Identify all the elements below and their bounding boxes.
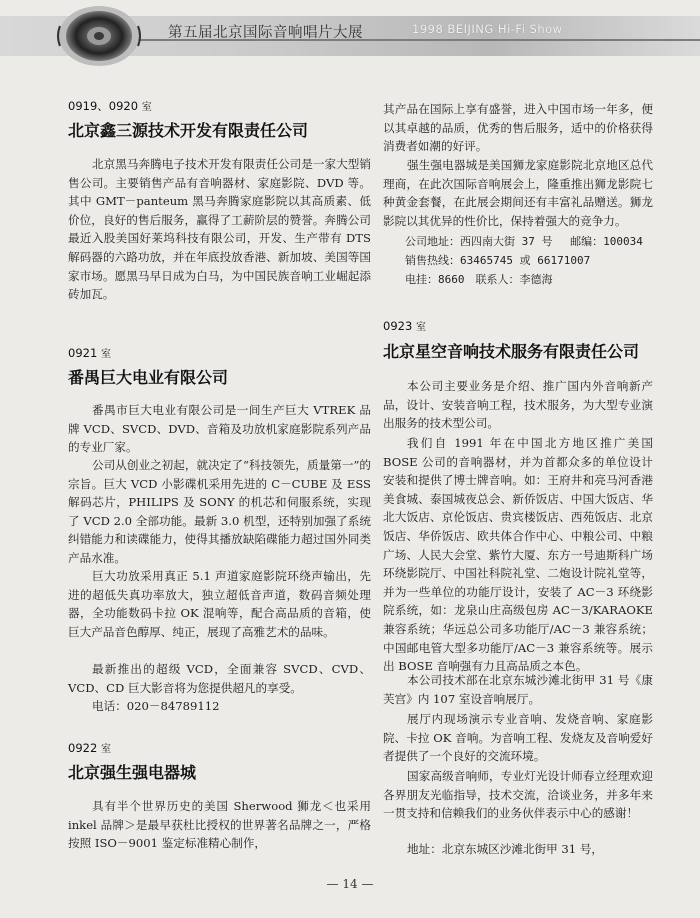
paragraph: 巨大功放采用真正 5.1 声道家庭影院环绕声输出，先进的超低失真功率放大，独立超低音声道，数码音频处理器，全功能数码卡拉 OK 混响等，配合高品质的音箱，使巨大产品音色醇厚、纯正，展现了高雅艺术的品味。	[68, 569, 371, 639]
paragraph: 强生强电器城是美国狮龙家庭影院北京地区总代理商，在此次国际音响展会上，隆重推出狮龙影院七种黄金套餐，在此展会期间还有丰富礼品赠送。狮龙影院以其优异的性价比，保持着强大的竞争力。	[383, 158, 653, 228]
phone-line: 电话：020－84789112	[92, 699, 220, 713]
address-line: 地址：北京东城区沙滩北街甲 31 号，	[407, 842, 604, 856]
hotline-line: 销售热线：63465745 或 66171007	[405, 254, 591, 267]
contact-line: 电挂：8660 联系人：李德海	[405, 273, 553, 286]
room-number	[68, 98, 152, 114]
paragraph: 本公司主要业务是介绍、推广国内外音响新产品，设计、安装音响工程，技术服务，为大型专业演出服务的技术型公司。	[383, 379, 653, 431]
header-title: 第五届北京国际音响唱片大展	[168, 25, 363, 41]
room-suffix: 室	[141, 102, 152, 113]
room-number	[68, 345, 111, 360]
paragraph: 展厅内现场演示专业音响、发烧音响、家庭影院、卡拉 OK 音响。为音响工程、发烧友及音响爱好者提供了一个良好的交流环境。	[383, 712, 653, 764]
room-number	[383, 318, 426, 333]
paragraph: 番禺市巨大电业有限公司是一间生产巨大 VTREK 品牌 VCD、SVCD、DVD、音箱及功放机家庭影院系列产品的专业厂家。	[68, 403, 371, 455]
room-number-text: 0922	[68, 741, 98, 755]
company-name: 北京星空音响技术服务有限责任公司	[383, 342, 640, 361]
room-suffix: 室	[100, 349, 111, 360]
address-line: 公司地址：西四南大街 37 号 邮编：100034	[405, 235, 643, 248]
page-number: — 14 —	[326, 877, 374, 891]
room-suffix: 室	[415, 322, 426, 333]
paragraph: 国家高级音响师，专业灯光设计师春立经理欢迎各界朋友光临指导，技术交流，洽谈业务，并多年来一贯支持和信赖我们的业务伙伴表示中心的感谢！	[383, 769, 653, 821]
paragraph: 北京黑马奔腾电子技术开发有限责任公司是一家大型销售公司。主要销售产品有音响器材、家庭影院、DVD 等。其中 GMT－panteum 黑马奔腾家庭影院以其高质素、低价位，良好的售后服务，赢得了工薪阶层的赞誉。奔腾公司最近入股美国好莱坞科技有限公司，开发、生产带有 DTS 解码器的六路功放，并在年底投放香港、新加坡、美国等国家市场。愿黑马早日成为白马，为中国民族音响工业崛起添砖加瓦。	[68, 157, 371, 302]
paragraph: 本公司技术部在北京东城沙滩北街甲 31 号《康芙宫》内 107 室设音响展厅。	[383, 673, 653, 706]
paragraph: 最新推出的超级 VCD，全面兼容 SVCD、CVD、VCD、CD 巨大影音将为您提供超凡的享受。	[68, 662, 371, 695]
company-name: 北京鑫三源技术开发有限责任公司	[68, 121, 309, 140]
room-number-text: 0919、0920	[68, 99, 139, 113]
room-suffix: 室	[100, 744, 111, 755]
paragraph: 其产品在国际上享有盛誉，进入中国市场一年多，便以其卓越的品质，优秀的售后服务，适中的价格获得消费者如潮的好评。	[383, 102, 653, 154]
company-name: 番禺巨大电业有限公司	[68, 368, 229, 387]
speaker-icon	[54, 2, 144, 68]
company-name: 北京强生强电器城	[68, 763, 197, 782]
paragraph: 具有半个世界历史的美国 Sherwood 狮龙＜也采用 inkel 品牌＞是最早获杜比授权的世界著名品牌之一，严格按照 ISO－9001 鉴定标准精心制作，	[68, 799, 371, 851]
room-number-text: 0921	[68, 346, 98, 360]
room-number-text: 0923	[383, 319, 413, 333]
room-number	[68, 740, 111, 755]
header-subtitle: 1998 BEIJING Hi-Fi Show	[412, 22, 563, 36]
paragraph: 我们自 1991 年在中国北方地区推广美国 BOSE 公司的音响器材，并为首都众多的单位设计安装和提供了博士牌音响。如：王府井和亮马河香港美食城、泰国城夜总会、新侨饭店、中国大饭店、华北大饭店、京伦饭店、贵宾楼饭店、西苑饭店、北京饭店、华侨饭店、欧共体合作中心、中粮公司、中粮广场、人民大会堂、紫竹大厦、东方一号迪斯科广场环绕影院厅、中国社科院礼堂、二炮设计院礼堂等，并为一些单位的功能厅设计，安装了 AC－3 环绕影院系统，如：龙泉山庄高级包房 AC－3/KARAOKE 兼容系统；华远总公司多功能厅/AC－3 兼容系统；中国邮电管大型多功能厅/AC－3 兼容系统等。展示出 BOSE 音响强有力且高品质之本色。	[383, 436, 653, 674]
paragraph: 公司从创业之初起，就决定了“科技领先，质量第一”的宗旨。巨大 VCD 小影碟机采用先进的 C－CUBE 及 ESS 解码芯片，PHILIPS 及 SONY 的机芯和伺服系统，实现了 VCD 2.0 全部功能。最新 3.0 机型，还特别加强了系统纠错能力和读碟能力，使得其播放缺陷碟能力超过国外同类产品水准。	[68, 458, 371, 565]
